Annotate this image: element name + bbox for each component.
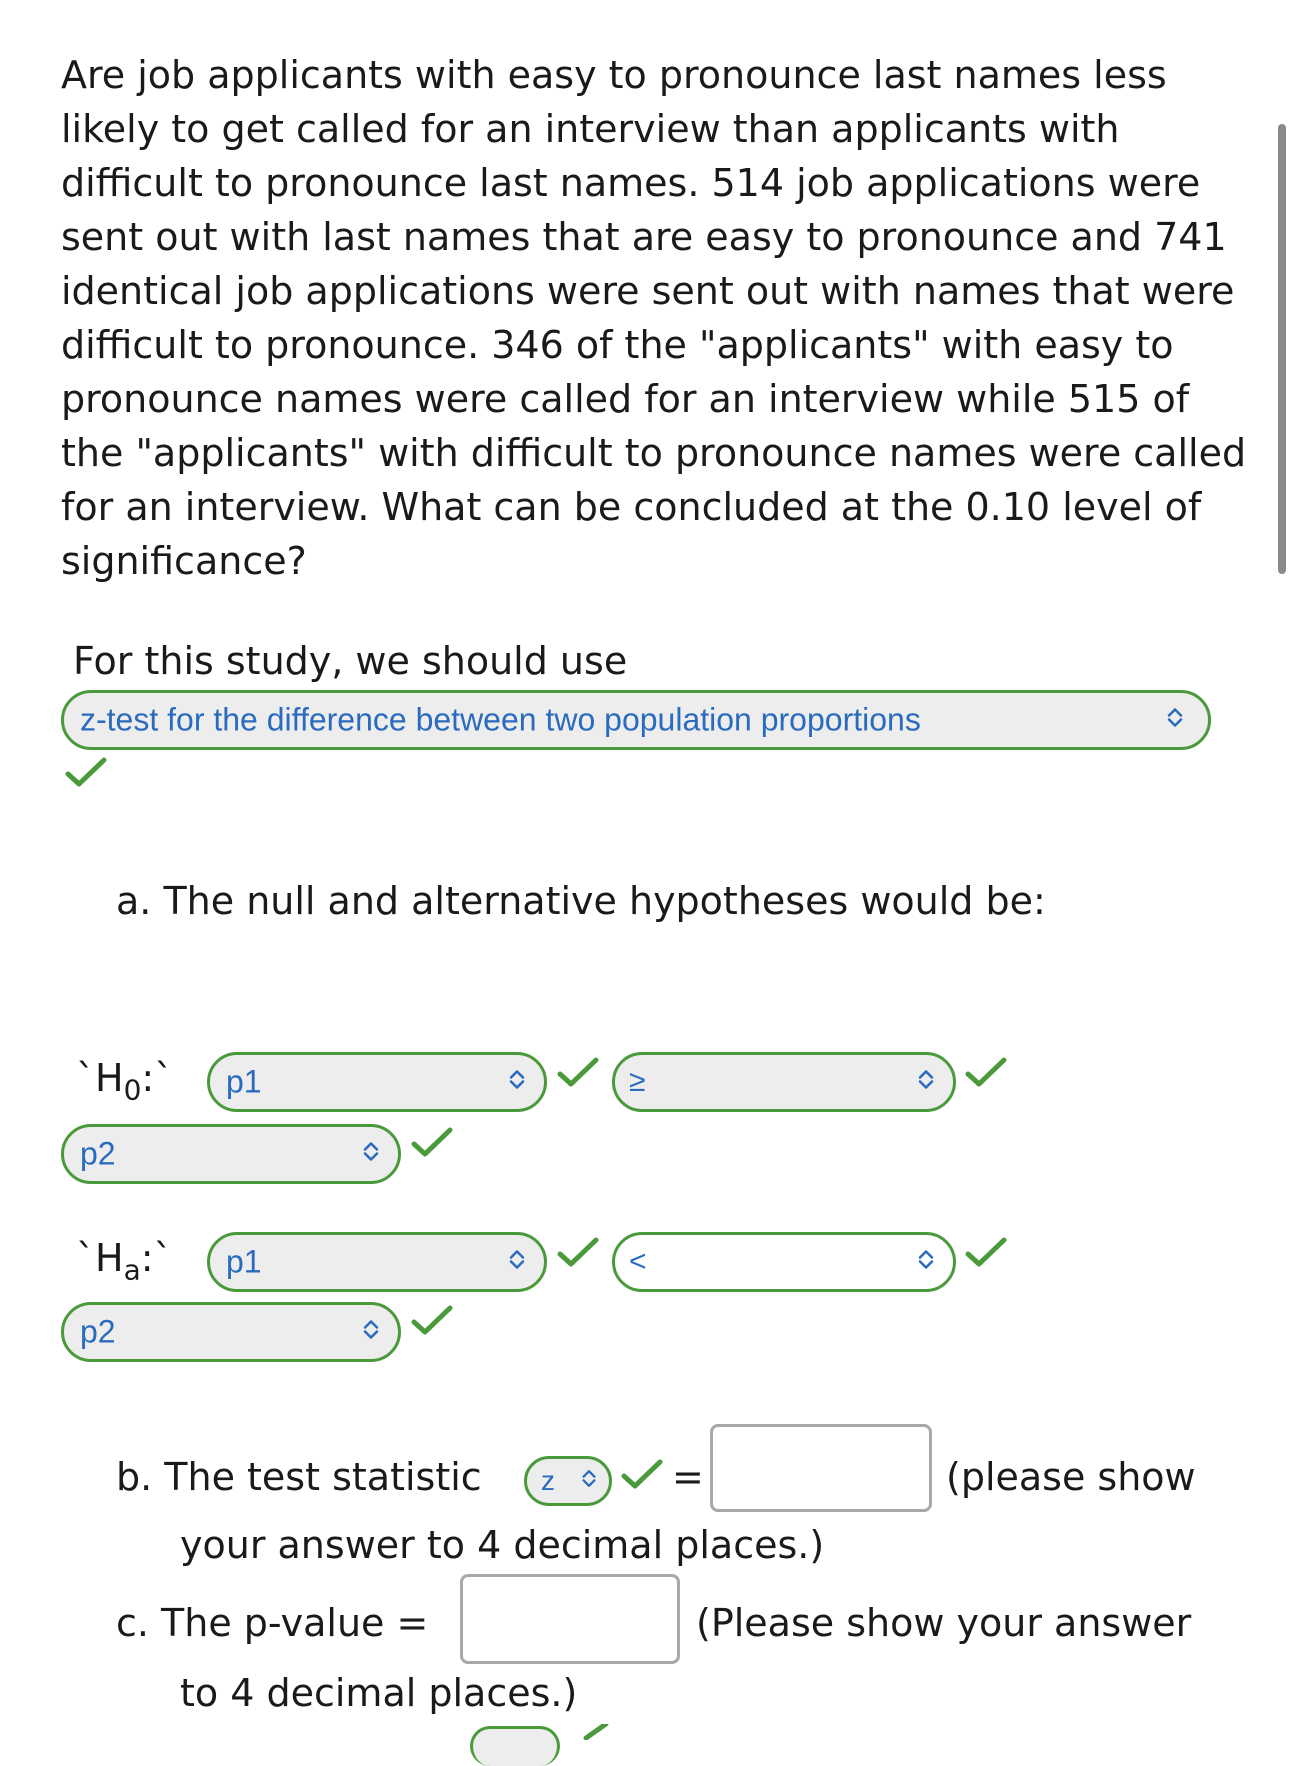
ha-label: $`H_a:`$ <box>76 1236 173 1287</box>
next-select-partial[interactable] <box>470 1726 560 1766</box>
check-icon <box>64 756 108 788</box>
part-c-suffix: (Please show your answer <box>696 1601 1192 1645</box>
chevron-updown-icon <box>579 1469 599 1494</box>
chevron-updown-icon <box>915 1249 937 1276</box>
p-value-input[interactable] <box>460 1574 680 1664</box>
h0-label: $`H_0:`$ <box>76 1056 174 1107</box>
chevron-updown-icon <box>915 1069 937 1096</box>
check-icon <box>964 1056 1008 1088</box>
check-icon <box>410 1126 454 1158</box>
h0-operator-select[interactable] <box>612 1052 956 1112</box>
check-icon <box>566 1724 610 1740</box>
part-b-prefix: b. The test statistic <box>116 1455 482 1499</box>
h0-left-value: p1 <box>226 1063 262 1100</box>
check-icon <box>556 1056 600 1088</box>
test-statistic-select[interactable] <box>524 1456 612 1506</box>
study-label: For this study, we should use <box>73 639 628 683</box>
chevron-updown-icon <box>360 1319 382 1346</box>
chevron-updown-icon <box>360 1141 382 1168</box>
ha-left-select[interactable] <box>207 1232 547 1292</box>
check-icon <box>556 1236 600 1268</box>
part-a-label: a. The null and alternative hypotheses would be: <box>116 879 1046 923</box>
test-statistic-input[interactable] <box>710 1424 932 1512</box>
test-type-value: z-test for the difference between two population proportions <box>80 701 921 738</box>
check-icon <box>620 1458 664 1490</box>
chevron-updown-icon <box>506 1069 528 1096</box>
ha-right-select[interactable] <box>61 1302 401 1362</box>
chevron-updown-icon <box>506 1249 528 1276</box>
equals-sign: = <box>672 1455 704 1499</box>
test-type-select[interactable] <box>61 690 1211 750</box>
scrollbar[interactable] <box>1278 124 1286 574</box>
part-b-line2: your answer to 4 decimal places.) <box>180 1523 825 1567</box>
ha-operator-select[interactable] <box>612 1232 956 1292</box>
ha-operator-value: < <box>629 1245 647 1278</box>
ha-left-value: p1 <box>226 1243 262 1280</box>
part-b-suffix: (please show <box>946 1455 1196 1499</box>
ha-right-value: p2 <box>80 1313 116 1350</box>
part-c-line2: to 4 decimal places.) <box>180 1671 578 1715</box>
h0-operator-value: ≥ <box>629 1065 646 1098</box>
h0-right-select[interactable] <box>61 1124 401 1184</box>
test-statistic-value: z <box>541 1465 555 1496</box>
h0-left-select[interactable] <box>207 1052 547 1112</box>
check-icon <box>410 1304 454 1336</box>
h0-right-value: p2 <box>80 1135 116 1172</box>
chevron-updown-icon <box>1164 707 1186 734</box>
part-c-prefix: c. The p-value = <box>116 1601 429 1645</box>
check-icon <box>964 1236 1008 1268</box>
question-text: Are job applicants with easy to pronounce last names less likely to get called for an interview than applicants with difficult to pronounce last names. 514 job applications were sent out with last names that are easy to pronounce and 741 identical job applications were sent out with names that were difficult to pronounce. 346 of the "applicants" with easy to pronounce names were called for an interview while 515 of the "applicants" with difficult to pronounce names were called for an interview. What can be concluded at the 0.10 level of significance? <box>61 53 1247 583</box>
